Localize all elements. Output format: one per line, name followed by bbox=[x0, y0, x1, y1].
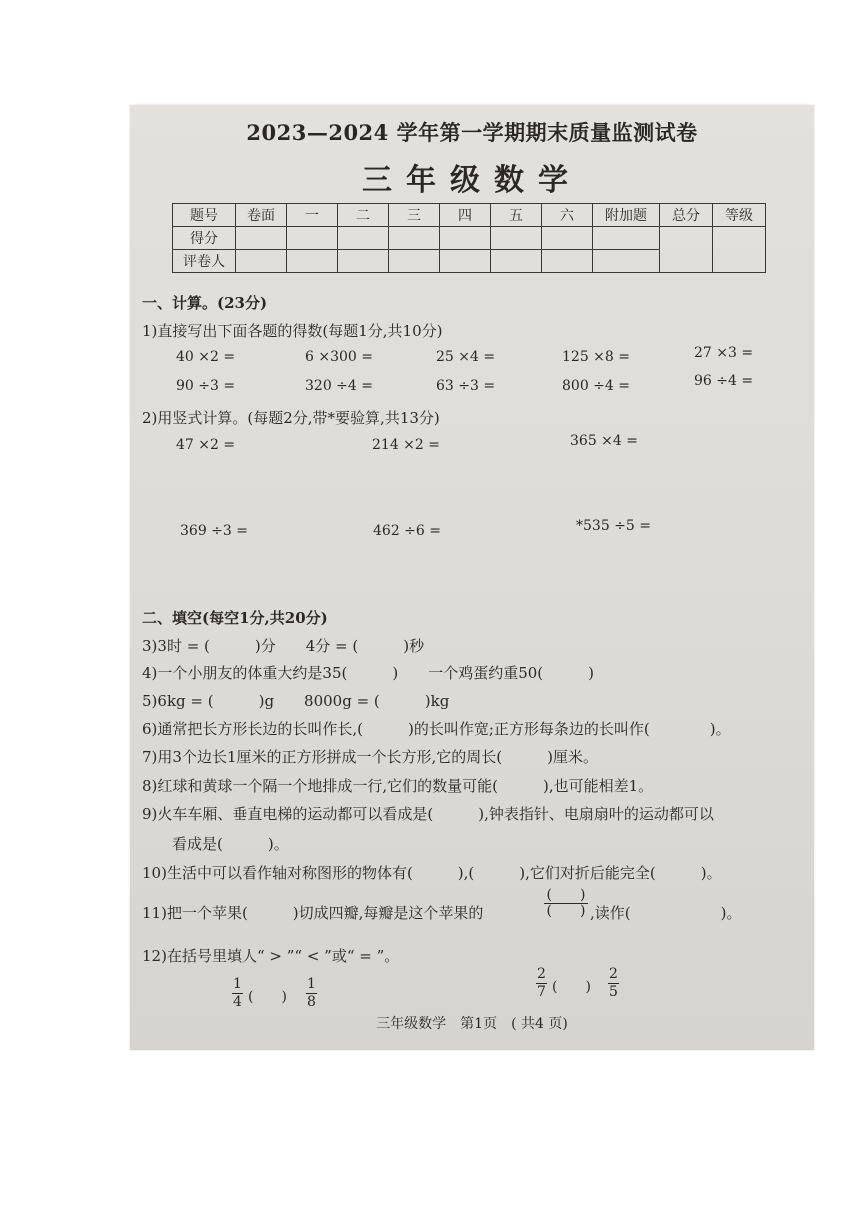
score-header-cell: 题号 bbox=[173, 204, 236, 227]
oral-calc-item: 800 ÷4 = bbox=[562, 378, 630, 394]
grader-row-label: 评卷人 bbox=[173, 250, 236, 273]
fraction-one-eighth: 1 8 bbox=[307, 976, 316, 1010]
total-score-cell[interactable] bbox=[660, 227, 713, 273]
fill-question-10: 10)生活中可以看作轴对称图形的物体有( ),( ),它们对折后能完全( )。 bbox=[142, 864, 722, 882]
page-footer: 三年级数学 第1页 ( 共4 页) bbox=[376, 1016, 568, 1032]
oral-calc-item: 27 ×3 = bbox=[694, 345, 754, 361]
score-header-cell: 附加题 bbox=[593, 204, 660, 227]
score-table bbox=[172, 203, 766, 273]
blank-fraction[interactable] bbox=[544, 889, 588, 918]
exam-paper bbox=[130, 105, 814, 1050]
grader-cell[interactable] bbox=[236, 250, 287, 273]
fill-question-11-tail: ,读作( )。 bbox=[590, 904, 742, 922]
oral-calc-item: 90 ÷3 = bbox=[176, 378, 236, 394]
score-row bbox=[173, 227, 766, 250]
fill-question-4: 4)一个小朋友的体重大约是35( ) 一个鸡蛋约重50( ) bbox=[142, 664, 594, 682]
score-cell[interactable] bbox=[338, 227, 389, 250]
score-cell[interactable] bbox=[440, 227, 491, 250]
vertical-calc-item: 365 ×4 = bbox=[570, 433, 638, 449]
oral-calc-item: 125 ×8 = bbox=[562, 349, 630, 365]
blank-denominator: ( ) bbox=[546, 903, 586, 919]
score-header-cell: 五 bbox=[491, 204, 542, 227]
score-table-header-row bbox=[173, 204, 766, 227]
grader-cell[interactable] bbox=[593, 250, 660, 273]
fraction-two-sevenths: 2 7 bbox=[537, 966, 546, 1000]
score-cell[interactable] bbox=[287, 227, 338, 250]
grader-cell[interactable] bbox=[491, 250, 542, 273]
score-header-cell: 六 bbox=[542, 204, 593, 227]
section1-heading: 一、计算。(23分) bbox=[142, 294, 268, 312]
fraction-two-fifths: 2 5 bbox=[609, 966, 618, 1000]
fraction-one-quarter: 1 4 bbox=[233, 976, 242, 1010]
section2-heading: 二、填空(每空1分,共20分) bbox=[142, 609, 328, 627]
score-header-cell: 三 bbox=[389, 204, 440, 227]
score-cell[interactable] bbox=[236, 227, 287, 250]
score-header-cell: 卷面 bbox=[236, 204, 287, 227]
score-header-cell: 等级 bbox=[713, 204, 766, 227]
fill-question-3: 3)3时 = ( )分 4分 = ( )秒 bbox=[142, 637, 425, 655]
fill-question-11: 11)把一个苹果( )切成四瓣,每瓣是这个苹果的 bbox=[142, 904, 484, 922]
oral-calc-item: 6 ×300 = bbox=[305, 349, 373, 365]
vertical-calc-item: 462 ÷6 = bbox=[373, 523, 441, 539]
fill-question-5: 5)6kg = ( )g 8000g = ( )kg bbox=[142, 692, 450, 710]
fill-question-6: 6)通常把长方形长边的长叫作长,( )的长叫作宽;正方形每条边的长叫作( )。 bbox=[142, 720, 731, 738]
score-row-label: 得分 bbox=[173, 227, 236, 250]
oral-calc-item: 96 ÷4 = bbox=[694, 373, 754, 389]
score-header-cell: 四 bbox=[440, 204, 491, 227]
grader-cell[interactable] bbox=[287, 250, 338, 273]
score-header-cell: 总分 bbox=[660, 204, 713, 227]
score-cell[interactable] bbox=[593, 227, 660, 250]
compare-blank[interactable]: ( ) bbox=[248, 989, 287, 1005]
grade-cell[interactable] bbox=[713, 227, 766, 273]
oral-calc-item: 320 ÷4 = bbox=[305, 378, 373, 394]
grader-cell[interactable] bbox=[338, 250, 389, 273]
exam-title: 2023—2024 学年第一学期期末质量监测试卷 bbox=[246, 120, 698, 145]
grader-cell[interactable] bbox=[389, 250, 440, 273]
oral-calc-item: 25 ×4 = bbox=[436, 349, 496, 365]
vertical-calc-item: 369 ÷3 = bbox=[180, 523, 248, 539]
question1-prompt: 1)直接写出下面各题的得数(每题1分,共10分) bbox=[142, 322, 443, 340]
oral-calc-item: 63 ÷3 = bbox=[436, 378, 496, 394]
exam-subject: 三年级数学 bbox=[362, 163, 582, 198]
vertical-calc-item: 47 ×2 = bbox=[176, 437, 236, 453]
blank-numerator: ( ) bbox=[546, 887, 586, 903]
fill-question-9: 9)火车车厢、垂直电梯的运动都可以看成是( ),钟表指针、电扇扇叶的运动都可以 bbox=[142, 805, 714, 823]
compare-blank[interactable]: ( ) bbox=[552, 979, 591, 995]
vertical-calc-item: 214 ×2 = bbox=[372, 437, 440, 453]
oral-calc-item: 40 ×2 = bbox=[176, 349, 236, 365]
score-header-cell: 二 bbox=[338, 204, 389, 227]
grader-cell[interactable] bbox=[542, 250, 593, 273]
fill-question-9-cont: 看成是( )。 bbox=[172, 835, 289, 853]
fill-question-7: 7)用3个边长1厘米的正方形拼成一个长方形,它的周长( )厘米。 bbox=[142, 748, 598, 766]
score-header-cell: 一 bbox=[287, 204, 338, 227]
score-cell[interactable] bbox=[389, 227, 440, 250]
grader-cell[interactable] bbox=[440, 250, 491, 273]
score-cell[interactable] bbox=[542, 227, 593, 250]
fill-question-8: 8)红球和黄球一个隔一个地排成一行,它们的数量可能( ),也可能相差1。 bbox=[142, 777, 654, 795]
question2-prompt: 2)用竖式计算。(每题2分,带*要验算,共13分) bbox=[142, 409, 440, 427]
vertical-calc-item: *535 ÷5 = bbox=[576, 518, 651, 534]
score-cell[interactable] bbox=[491, 227, 542, 250]
fill-question-12: 12)在括号里填人“ > ”“ < ”或“ = ”。 bbox=[142, 947, 400, 965]
